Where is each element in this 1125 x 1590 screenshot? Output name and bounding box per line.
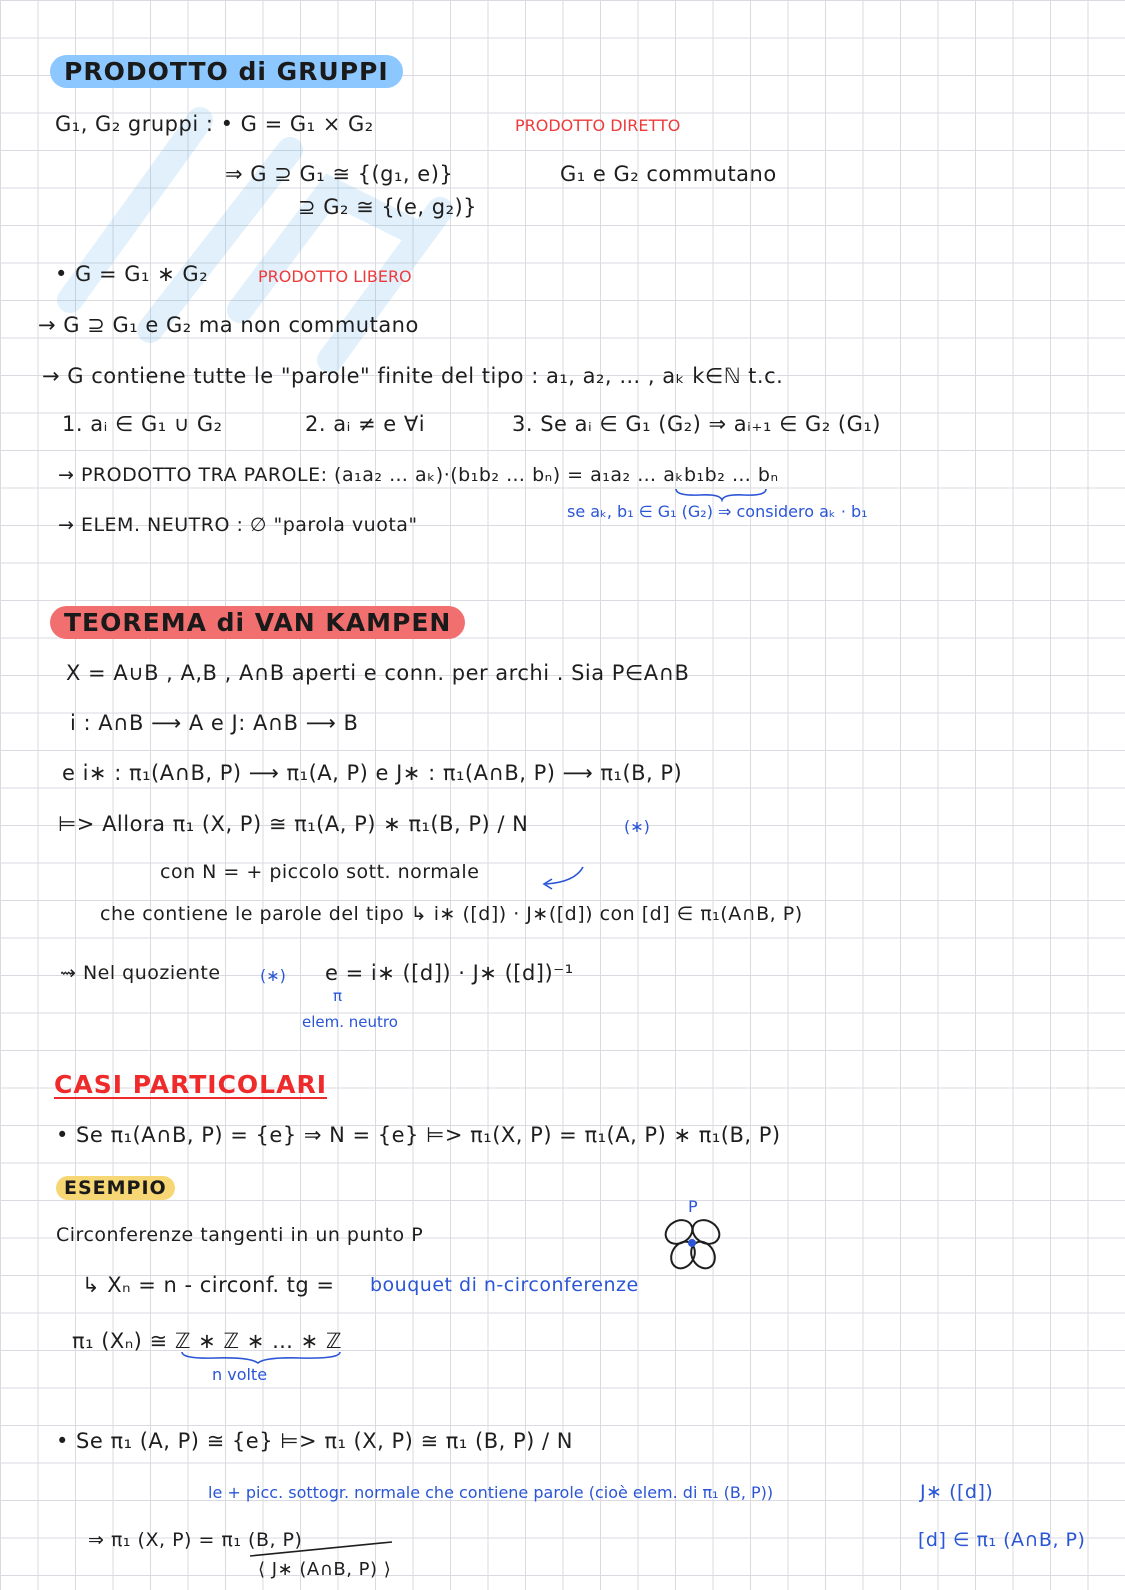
line-x-union: X = A∪B , A,B , A∩B aperti e conn. per archi . Sia P∈A∩B [66,661,690,685]
tag-prodotto-diretto: PRODOTTO DIRETTO [515,116,681,135]
note-jstar-d: J∗ ([d]) [920,1481,994,1503]
tag-prodotto-libero: PRODOTTO LIBERO [258,267,412,286]
pi-subscript: π [333,987,343,1005]
section-title-casi-particolari: CASI PARTICOLARI [54,1070,327,1099]
line-allora: ⊨> Allora π₁ (X, P) ≅ π₁(A, P) ∗ π₁(B, P) / N [58,812,529,836]
note-d-in-pi1: [d] ∈ π₁ (A∩B, P) [918,1529,1086,1551]
line-quoziente: ⇝ Nel quoziente [60,962,221,984]
section-title-prodotto-gruppi: PRODOTTO di GRUPPI [50,55,403,88]
line-inclusions: i : A∩B ⟶ A e J: A∩B ⟶ B [70,711,359,735]
line-prodotto-parole: → PRODOTTO TRA PAROLE: (a₁a₂ … aₖ)·(b₁b₂ … bₙ) = a₁a₂ … aₖb₁b₂ … bₙ [58,464,779,486]
line-pi1-xn: π₁ (Xₙ) ≅ ℤ ∗ ℤ ∗ … ∗ ℤ [72,1329,343,1353]
mark-star-1: (∗) [624,817,650,836]
note-commutano: G₁ e G₂ commutano [560,162,777,186]
note-sottogruppo-normale: le + picc. sottogr. normale che contiene parole (cioè elem. di π₁ (B, P)) [208,1483,774,1502]
line-pi1-x-quoziente: ⇒ π₁ (X, P) = π₁ (B, P) [88,1529,303,1551]
condition-2: 2. aᵢ ≠ e ∀i [305,412,426,436]
line-xn-definition: ↳ Xₙ = n - circonf. tg = [82,1273,335,1297]
condition-3: 3. Se aᵢ ∈ G₁ (G₂) ⇒ aᵢ₊₁ ∈ G₂ (G₁) [512,412,882,436]
mark-star-2: (∗) [260,966,286,985]
note-elem-neutro: elem. neutro [302,1013,398,1031]
note-bouquet: bouquet di n-circonferenze [370,1274,639,1296]
line-induced-maps: e i∗ : π₁(A∩B, P) ⟶ π₁(A, P) e J∗ : π₁(A∩B, P) ⟶ π₁(B, P) [62,761,683,785]
line-n-definition: con N = + piccolo sott. normale [160,861,480,883]
condition-1: 1. aᵢ ∈ G₁ ∪ G₂ [62,412,223,436]
line-caso-2: • Se π₁ (A, P) ≅ {e} ⊨> π₁ (X, P) ≅ π₁ (B, P) / N [56,1429,573,1453]
line-quotient-denominator: ⟨ J∗ (A∩B, P) ⟩ [258,1559,392,1580]
note-considero: se aₖ, b₁ ∈ G₁ (G₂) ⇒ considero aₖ · b₁ [567,502,868,521]
line-elem-neutro: → ELEM. NEUTRO : ∅ "parola vuota" [58,514,418,536]
line-prodotto-libero: • G = G₁ ∗ G₂ [55,262,209,286]
line-contiene-parole: che contiene le parole del tipo ↳ i∗ ([d]) · J∗([d]) con [d] ∈ π₁(A∩B, P) [100,903,803,925]
section-title-van-kampen: TEOREMA di VAN KAMPEN [50,606,465,639]
note-n-volte: n volte [212,1365,268,1384]
line-neutral-equation: e = i∗ ([d]) · J∗ ([d])⁻¹ [325,961,574,985]
line-gruppi-prodotto: G₁, G₂ gruppi : • G = G₁ × G₂ [55,112,374,136]
line-non-commutano: → G ⊇ G₁ e G₂ ma non commutano [38,313,419,337]
line-parole-finite: → G contiene tutte le "parole" finite del tipo : a₁, a₂, … , aₖ k∈ℕ t.c. [42,364,784,388]
line-circonferenze: Circonferenze tangenti in un punto P [56,1224,424,1246]
line-g-contains-g1: ⇒ G ⊇ G₁ ≅ {(g₁, e)} [225,162,454,186]
label-esempio: ESEMPIO [56,1176,175,1200]
line-g-contains-g2: ⊇ G₂ ≅ {(e, g₂)} [298,195,478,219]
flower-label-p: P [688,1197,698,1216]
line-caso-1: • Se π₁(A∩B, P) = {e} ⇒ N = {e} ⊨> π₁(X, P) = π₁(A, P) ∗ π₁(B, P) [56,1123,781,1147]
